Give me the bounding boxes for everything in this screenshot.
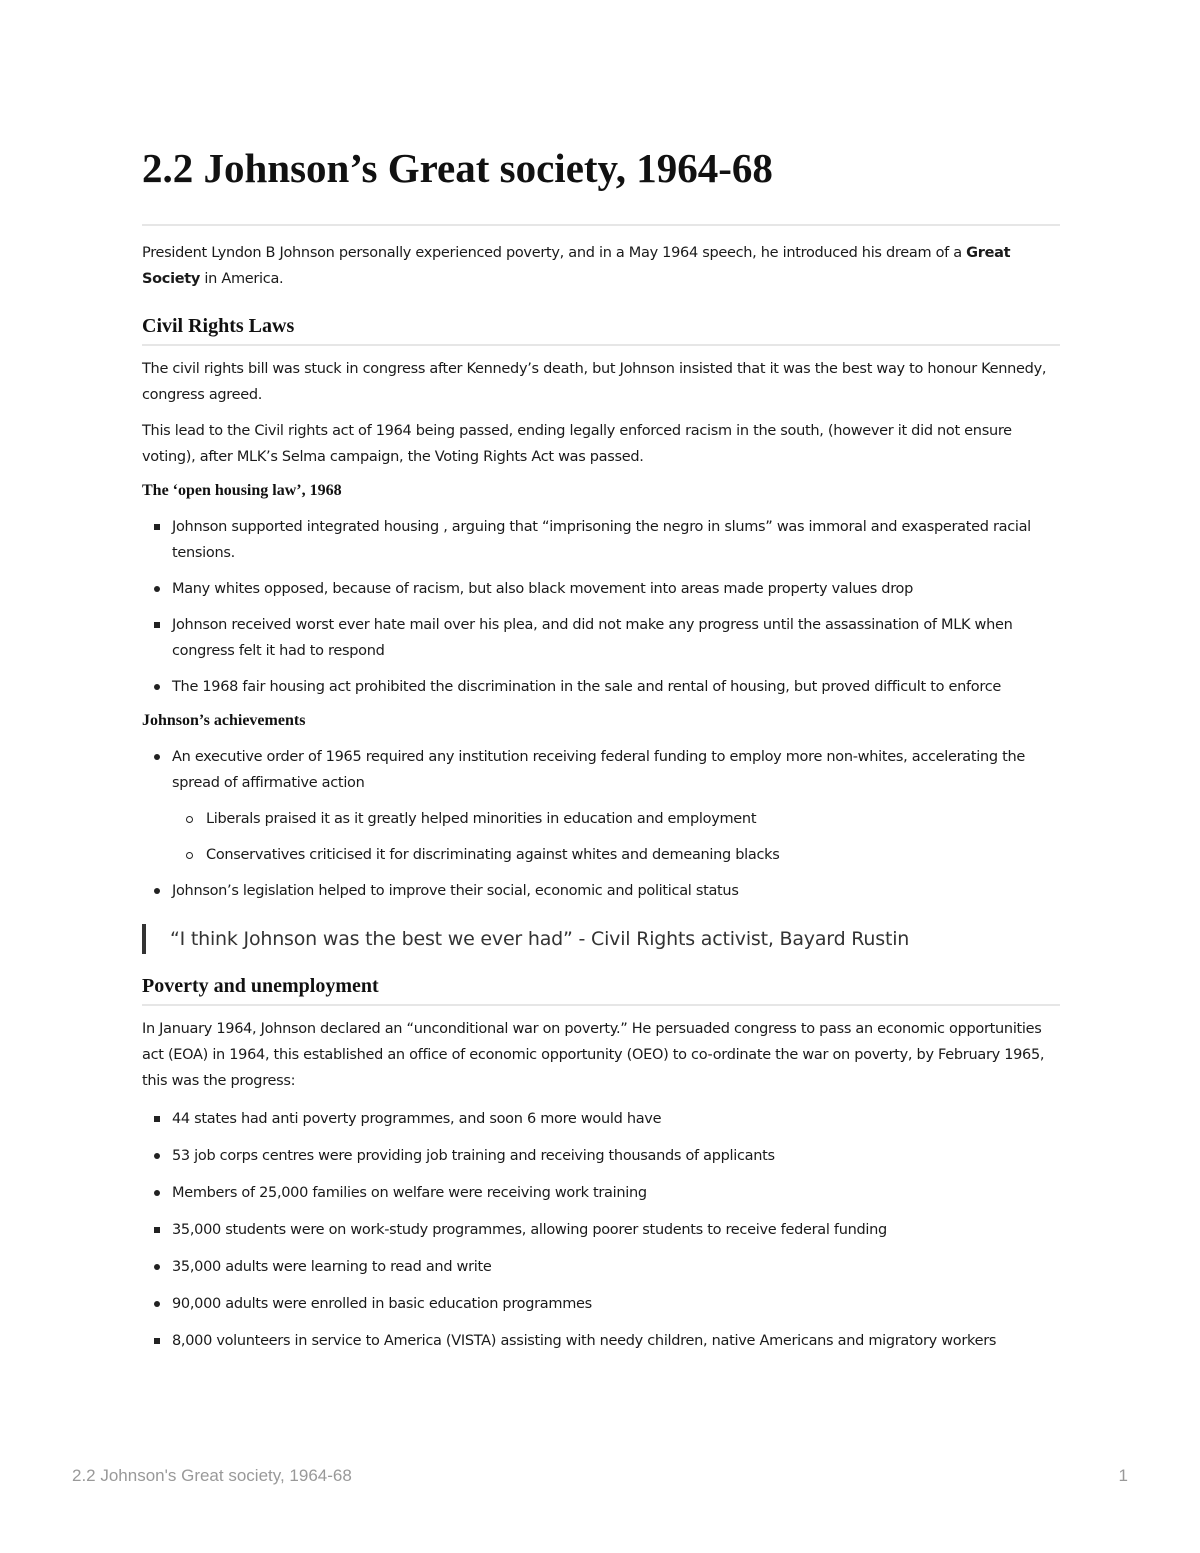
list-item: 44 states had anti poverty programmes, and soon 6 more would have xyxy=(142,1106,1060,1132)
bullet-icon xyxy=(154,1190,160,1196)
bullet-icon xyxy=(154,684,160,690)
bullet-icon xyxy=(154,1264,160,1270)
bullet-icon xyxy=(154,1338,160,1344)
list-item: 90,000 adults were enrolled in basic education programmes xyxy=(142,1291,1060,1317)
intro-text-end: in America. xyxy=(200,271,284,287)
circle-bullet-icon xyxy=(186,816,193,823)
sub-list-item: Liberals praised it as it greatly helped minorities in education and employment xyxy=(142,806,1060,832)
list-item: Johnson’s legislation helped to improve their social, economic and political status xyxy=(142,878,1060,904)
poverty-paragraph: In January 1964, Johnson declared an “unconditional war on poverty.” He persuaded congress to pass an economic opportunities act (EOA) in 1964, this established an office of economic opportunity (OEO) to co-ordinate the war on poverty, by February 1965, this was the progress: xyxy=(142,1021,1045,1089)
list-item: 8,000 volunteers in service to America (VISTA) assisting with needy children, native Americans and migratory workers xyxy=(142,1328,1060,1354)
blockquote: “I think Johnson was the best we ever had” - Civil Rights activist, Bayard Rustin xyxy=(142,924,1060,954)
bullet-icon xyxy=(154,1116,160,1122)
list-item: Members of 25,000 families on welfare were receiving work training xyxy=(142,1180,1060,1206)
bullet-icon xyxy=(154,586,160,592)
list-item: The 1968 fair housing act prohibited the discrimination in the sale and rental of housing, but proved difficult to enforce xyxy=(142,674,1060,700)
bullet-icon xyxy=(154,754,160,760)
intro-text: President Lyndon B Johnson personally experienced poverty, and in a May 1964 speech, he introduced his dream of a xyxy=(142,245,967,261)
page-number: 1 xyxy=(1118,1466,1128,1485)
bullet-icon xyxy=(154,1227,160,1233)
civil-rights-heading: Civil Rights Laws xyxy=(142,312,1060,346)
list-item: Johnson received worst ever hate mail over his plea, and did not make any progress until the assassination of MLK when congress felt it had to respond xyxy=(142,612,1060,664)
document-body xyxy=(142,140,1060,1354)
bullet-icon xyxy=(154,622,160,628)
list-item: Johnson supported integrated housing , arguing that “imprisoning the negro in slums” was immoral and exasperated racial tensions. xyxy=(142,514,1060,566)
list-item: Many whites opposed, because of racism, but also black movement into areas made property values drop xyxy=(142,576,1060,602)
bullet-icon xyxy=(154,1153,160,1159)
achievements-heading: Johnson’s achievements xyxy=(142,712,306,729)
list-item: 35,000 students were on work-study programmes, allowing poorer students to receive federal funding xyxy=(142,1217,1060,1243)
list-item: An executive order of 1965 required any institution receiving federal funding to employ more non-whites, accelerating the spread of affirmative action xyxy=(142,744,1060,796)
circle-bullet-icon xyxy=(186,852,193,859)
intro-paragraph xyxy=(142,240,1060,292)
page-title: 2.2 Johnson’s Great society, 1964-68 xyxy=(142,140,1060,226)
footer-title: 2.2 Johnson's Great society, 1964-68 xyxy=(72,1466,352,1485)
bullet-icon xyxy=(154,1301,160,1307)
bullet-icon xyxy=(154,888,160,894)
poverty-heading: Poverty and unemployment xyxy=(142,972,1060,1006)
sub-list-item: Conservatives criticised it for discriminating against whites and demeaning blacks xyxy=(142,842,1060,868)
list-item: 53 job corps centres were providing job training and receiving thousands of applicants xyxy=(142,1143,1060,1169)
civil-rights-paragraph-2: This lead to the Civil rights act of 1964 being passed, ending legally enforced racism in the south, (however it did not ensure voting), after MLK’s Selma campaign, the Voting Rights Act was passed. xyxy=(142,423,1012,465)
list-item: 35,000 adults were learning to read and write xyxy=(142,1254,1060,1280)
bullet-icon xyxy=(154,524,160,530)
intro-bold: Great Society xyxy=(142,245,1011,287)
housing-heading: The ‘open housing law’, 1968 xyxy=(142,482,342,499)
civil-rights-paragraph-1: The civil rights bill was stuck in congress after Kennedy’s death, but Johnson insisted that it was the best way to honour Kennedy, congress agreed. xyxy=(142,361,1047,403)
